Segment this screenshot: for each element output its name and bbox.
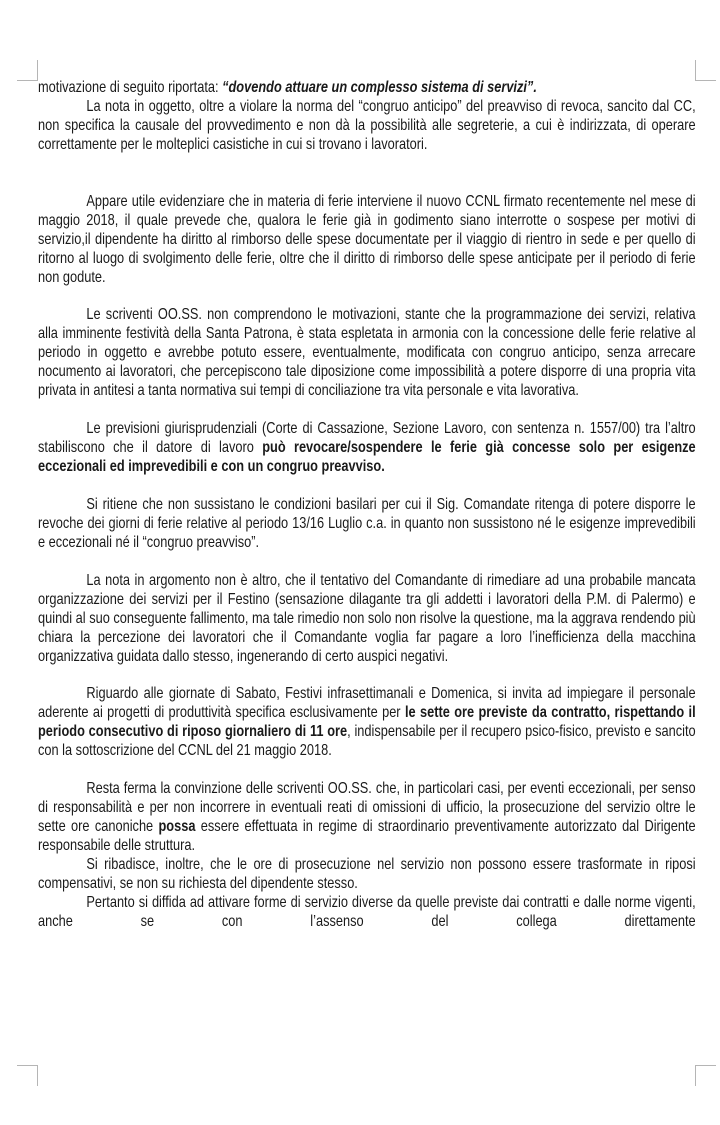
- document-body: [38, 79, 696, 932]
- bold-segment: le sette ore previste da contratto, rispettando il periodo consecutivo di riposo giornaliero di 11 ore: [38, 704, 696, 741]
- paragraph-nota-argomento: [38, 572, 696, 667]
- page-corner-mark-bottom-left: [17, 1065, 38, 1086]
- text-segment: Le previsioni giurisprudenziali (Corte di Cassazione, Sezione Lavoro, con sentenza n. 1557/00) tra l’altro stabiliscono che il datore di lavoro: [38, 420, 696, 457]
- quoted-motivation: “dovendo attuare un complesso sistema di servizi”.: [222, 79, 537, 96]
- text-segment: motivazione di seguito riportata:: [38, 79, 223, 96]
- page-corner-mark-bottom-right: [695, 1065, 716, 1086]
- text-segment: essere effettuata in regime di straordinario preventivamente autorizzato dal Dirigente responsabile delle struttura.: [38, 818, 696, 855]
- text-segment: Si ritiene che non sussistano le condizioni basilari per cui il Sig. Comandate ritenga di potere disporre le revoche dei giorni di ferie relative al periodo 13/16 Luglio c.a. in quanto non sussistono né le esigenze imprevedibili e eccezionali né il “congruo preavviso”.: [38, 495, 696, 551]
- paragraph-nota-oggetto: [38, 98, 696, 155]
- bold-segment: può revocare/sospendere le ferie già concesse solo per esigenze eccezionali ed imprevedibili e con un congruo preavviso.: [38, 439, 696, 476]
- bold-segment: possa: [158, 818, 196, 836]
- paragraph-giornate-festive: [38, 685, 696, 761]
- paragraph-motivation: [38, 79, 696, 98]
- text-segment: Le scriventi OO.SS. non comprendono le motivazioni, stante che la programmazione dei servizi, relativa alla imminente festività della Santa Patrona, è stata espletata in armonia con la concessione delle ferie relative al periodo in oggetto e avrebbe potuto essere, eventualmente, modificata con congruo anticipo, senza arrecare nocumento ai lavoratori, che percepiscono tale diposizione come impossibilità a potere disporre di una propria vita privata in antitesi a tanta normativa sui tempi di conciliazione tra vita personale e vita lavorativa.: [38, 306, 696, 400]
- text-segment: Pertanto si diffida ad attivare forme di servizio diverse da quelle previste dai contratti e dalle norme vigenti, anche se con l’assenso del collega direttamente: [38, 893, 696, 930]
- paragraph-ribadisce: [38, 856, 696, 894]
- paragraph-scriventi-motivazioni: [38, 306, 696, 401]
- page-corner-mark-top-right: [695, 60, 716, 81]
- text-segment: , indispensabile per il recupero psico-fisico, previsto e sancito con la sottoscrizione del CCNL del 21 maggio 2018.: [38, 723, 696, 760]
- paragraph-previsioni-giurisprudenziali: [38, 420, 696, 477]
- paragraph-condizioni-basilari: [38, 496, 696, 553]
- text-segment: Riguardo alle giornate di Sabato, Festivi infrasettimanali e Domenica, si invita ad impiegare il personale aderente ai progetti di produttività specifica esclusivamente per: [38, 685, 696, 722]
- paragraph-ferie-ccnl: [38, 193, 696, 288]
- text-segment: La nota in argomento non è altro, che il tentativo del Comandante di rimediare ad una probabile mancata organizzazione dei servizi per il Festino (sensazione dilagante tra gli addetti i lavoratori della P.M. di Palermo) e quindi al suo conseguente fallimento, ma tale rimedio non solo non risolve la questione, ma la aggrava rendendo più chiara la percezione dei lavoratori che il Comandante voglia far pagare a loro l’inefficienza della macchina organizzativa guidata dallo stesso, ingenerando di certo auspici negativi.: [38, 571, 696, 665]
- text-segment: Resta ferma la convinzione delle scriventi OO.SS. che, in particolari casi, per eventi eccezionali, per senso di responsabilità e per non incorrere in eventuali reati di omissioni di ufficio, la prosecuzione del servizio oltre le sette ore canoniche: [38, 780, 696, 836]
- text-segment: Appare utile evidenziare che in materia di ferie interviene il nuovo CCNL firmato recentemente nel mese di maggio 2018, il quale prevede che, qualora le ferie già in godimento siano interrotte o sospese per motivi di servizio,il dipendente ha diritto al rimborso delle spese documentate per il viaggio di rientro in sede e per quello di ritorno al luogo di svolgimento delle ferie, oltre che il diritto di rimborso delle spese anticipate per il periodo di ferie non godute.: [38, 192, 696, 286]
- text-segment: La nota in oggetto, oltre a violare la norma del “congruo anticipo” del preavviso di revoca, sancito dal CC, non specifica la causale del provvedimento e non dà la possibilità alle segreterie, a cui è indirizzata, di operare correttamente per le molteplici casistiche in cui si trovano i lavoratori.: [38, 97, 696, 153]
- text-segment: Si ribadisce, inoltre, che le ore di prosecuzione nel servizio non possono essere trasformate in riposi compensativi, se non su richiesta del dipendente stesso.: [38, 855, 696, 892]
- paragraph-diffida: [38, 894, 696, 932]
- paragraph-convinzione-scriventi: [38, 780, 696, 856]
- page-corner-mark-top-left: [17, 60, 38, 81]
